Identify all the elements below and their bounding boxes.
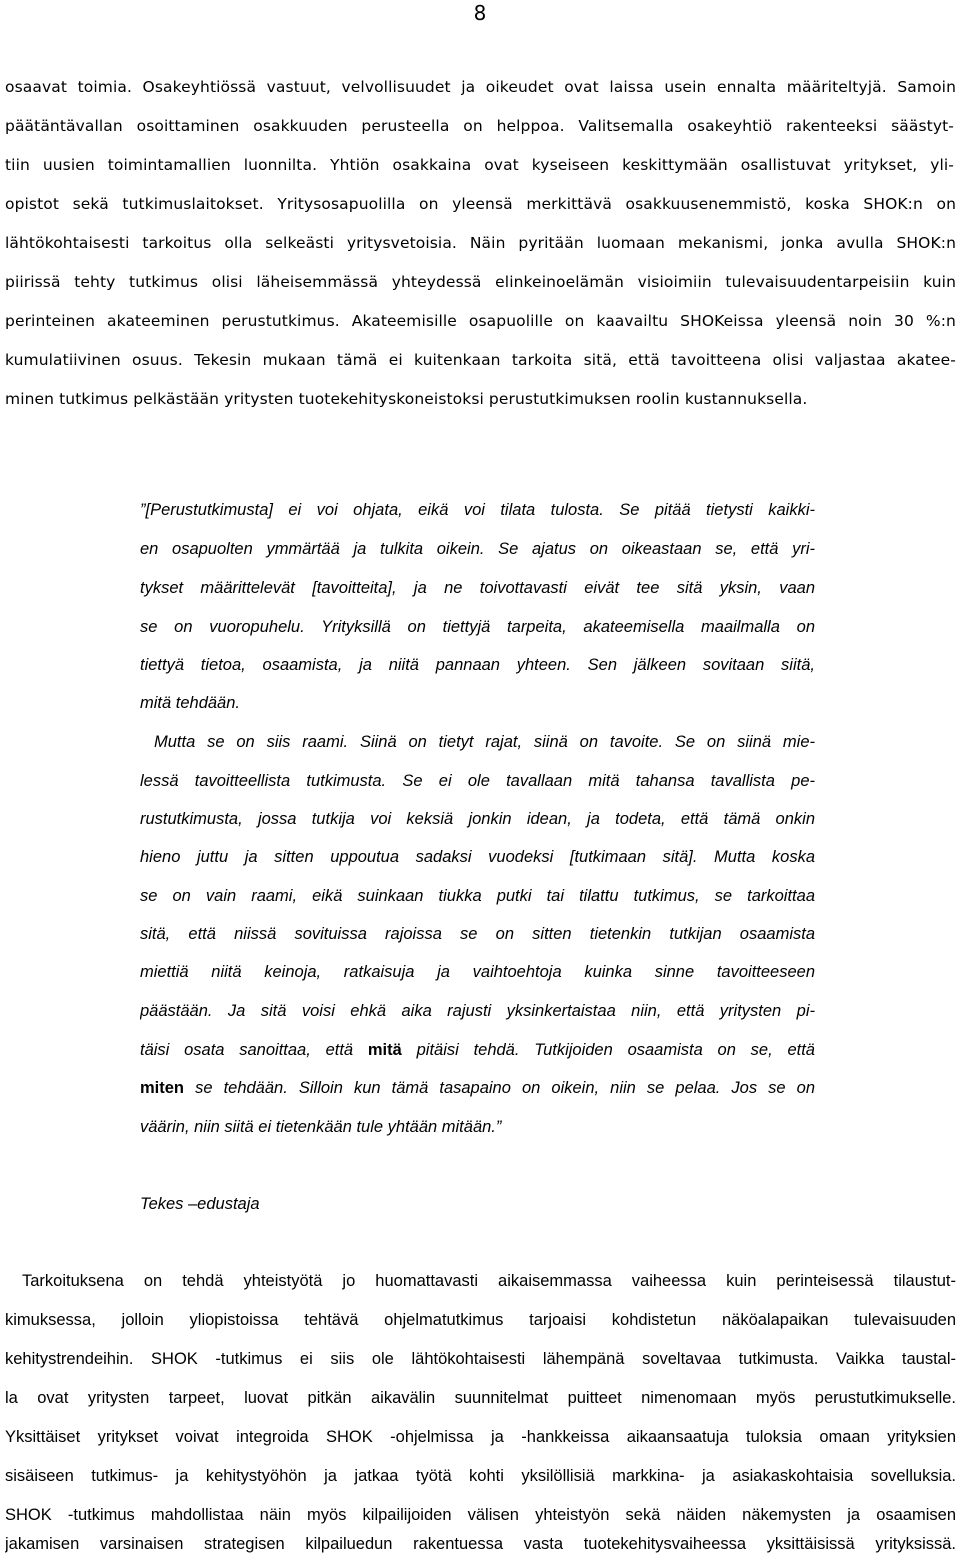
paragraph-line: Tarkoituksena on tehdä yhteistyötä jo huomattavasti aikaisemmassa vaiheessa kuin perinteisessä tilaustut-: [22, 1272, 956, 1290]
quote-line: tiettyä tietoa, osaamista, ja niitä pannaan yhteen. Sen jälkeen sovitaan siitä,: [140, 656, 815, 674]
quote-line: ”[Perustutkimusta] ei voi ohjata, eikä voi tilata tulosta. Se pitää tietysti kaikki-: [140, 501, 815, 519]
quote-line: se on vain raami, eikä suinkaan tiukka putki tai tilattu tutkimus, se tarkoittaa: [140, 887, 815, 905]
quote-line: hieno juttu ja sitten uppoutua sadaksi vuodeksi [tutkimaan sitä]. Mutta koska: [140, 848, 815, 866]
emphasis-text: miten: [140, 1079, 185, 1097]
quote-line: lessä tavoitteellista tutkimusta. Se ei ole tavallaan mitä tahansa tavallista pe-: [140, 772, 815, 790]
quote-line: päästään. Ja sitä voisi ehkä aika rajusti yksinkertaistaa niin, että yritysten pi-: [140, 1002, 815, 1020]
paragraph-line: SHOK -tutkimus mahdollistaa näin myös kilpailijoiden välisen yhteistyön sekä näiden näkemysten ja osaamisen: [5, 1506, 956, 1524]
paragraph-line: kimuksessa, jolloin yliopistoissa tehtävä ohjelmatutkimus tarjoaisi kohdistetun näköalapaikan tulevaisuuden: [5, 1311, 956, 1329]
paragraph-line: osaavat toimia. Osakeyhtiössä vastuut, velvollisuudet ja oikeudet ovat laissa usein ennalta määriteltyjä. Samoin: [5, 78, 956, 96]
paragraph-line: tiin uusien toimintamallien luonnilta. Yhtiön osakkaina ovat kyseiseen keskittymään osallistuvat yritykset, yli-: [5, 156, 954, 174]
page-number: 8: [473, 1, 487, 25]
quote-line: mitä tehdään.: [140, 694, 240, 712]
quote-line: [140, 1031, 815, 1070]
paragraph-line: minen tutkimus pelkästään yritysten tuotekehityskoneistoksi perustutkimuksen roolin kustannuksella.: [5, 390, 808, 408]
paragraph-line: opistot sekä tutkimuslaitokset. Yritysosapuolilla on yleensä merkittävä osakkuusenemmistö, koska SHOK:n on: [5, 195, 956, 213]
paragraph-line: kumulatiivinen osuus. Tekesin mukaan tämä ei kuitenkaan tarkoita sitä, että tavoitteena olisi valjastaa akatee-: [5, 351, 956, 369]
paragraph-line: jakamisen varsinaisen strategisen kilpailuedun rakentuessa vasta tuotekehitysvaiheessa yksittäisissä yrityksissä.: [5, 1535, 956, 1553]
quote-attribution: Tekes –edustaja: [140, 1195, 260, 1213]
paragraph-line: la ovat yritysten tarpeet, luovat pitkän aikavälin suunnitelmat puitteet nimenomaan myös perustutkimukselle.: [5, 1389, 956, 1407]
quote-line: en osapuolten ymmärtää ja tulkita oikein. Se ajatus on oikeastaan se, että yri-: [140, 540, 815, 558]
paragraph-line: päätäntävallan osoittaminen osakkuuden perusteella on helppoa. Valitsemalla osakeyhtiö rakenteeksi säästyt-: [5, 117, 954, 135]
quote-text: se tehdään. Silloin kun tämä tasapaino on oikein, niin se pelaa. Jos se on: [184, 1079, 815, 1097]
quote-line: miettiä niitä keinoja, ratkaisuja ja vaihtoehtoja kuinka sinne tavoitteeseen: [140, 963, 815, 981]
emphasis-text: mitä: [367, 1041, 402, 1059]
paragraph-line: lähtökohtaisesti tarkoitus olla selkeästi yritysvetoisia. Näin pyritään luomaan mekanismi, jonka avulla SHOK:n: [5, 234, 956, 252]
quote-line: se on vuoropuhelu. Yrityksillä on tiettyjä tarpeita, akateemisella maailmalla on: [140, 618, 815, 636]
quote-line: [140, 1069, 815, 1108]
paragraph-line: kehitystrendeihin. SHOK -tutkimus ei siis ole lähtökohtaisesti lähempänä soveltavaa tutkimusta. Vaikka taustal-: [5, 1350, 956, 1368]
quote-line: väärin, niin siitä ei tietenkään tule yhtään mitään.”: [140, 1118, 502, 1136]
quote-text: pitäisi tehdä. Tutkijoiden osaamista on se, että: [401, 1041, 815, 1059]
paragraph-line: sisäiseen tutkimus- ja kehitystyöhön ja jatkaa työtä kohti yksilöllisiä markkina- ja asiakaskohtaisia sovelluksia.: [5, 1467, 956, 1485]
paragraph-line: perinteinen akateeminen perustutkimus. Akateemisille osapuolille on kaavailtu SHOKeissa yleensä noin 30 %:n: [5, 312, 956, 330]
paragraph-line: piirissä tehty tutkimus olisi läheisemmässä yhteydessä elinkeinoelämän visioimiin tulevaisuudentarpeisiin kuin: [5, 273, 956, 291]
quote-line: sitä, että niissä sovituissa rajoissa se on sitten tietenkin tutkijan osaamista: [140, 925, 815, 943]
quote-line: tykset määrittelevät [tavoitteita], ja ne toivottavasti eivät tee sitä yksin, vaan: [140, 579, 815, 597]
quote-text: täisi osata sanoittaa, että: [140, 1041, 368, 1059]
paragraph-line: Yksittäiset yritykset voivat integroida SHOK -ohjelmissa ja -hankkeissa aikaansaatuja tuloksia omaan yrityksien: [5, 1428, 956, 1446]
quote-line: Mutta se on siis raami. Siinä on tietyt rajat, siinä on tavoite. Se on siinä mie-: [154, 733, 815, 751]
quote-line: rustutkimusta, jossa tutkija voi keksiä jonkin idean, ja todeta, että tämä onkin: [140, 810, 815, 828]
